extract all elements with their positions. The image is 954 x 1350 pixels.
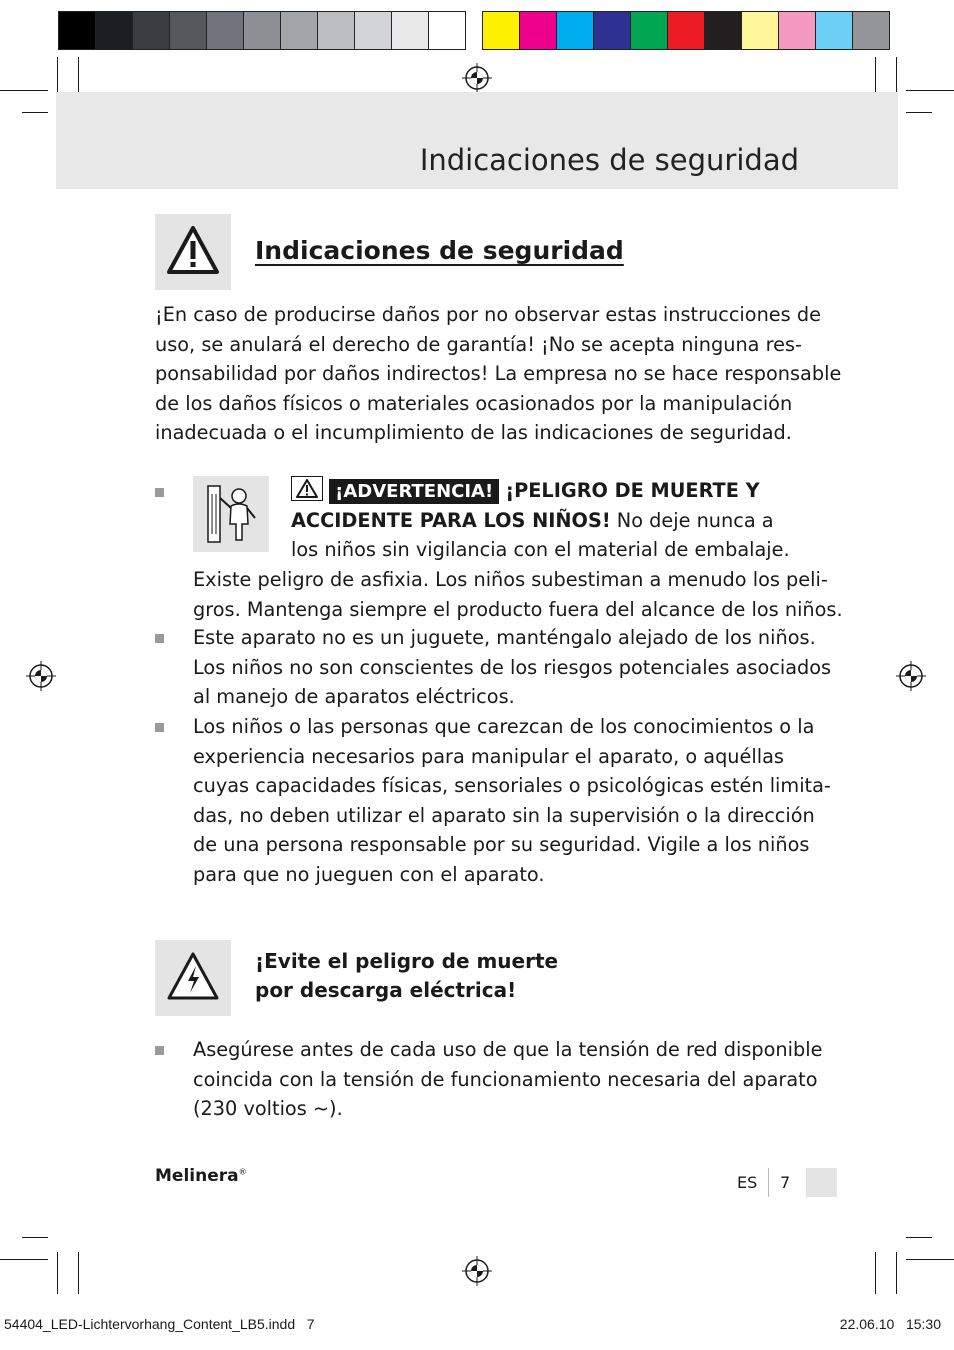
color-swatch xyxy=(318,12,355,49)
color-swatch xyxy=(705,12,742,49)
brand-name: Melinera xyxy=(155,1166,239,1186)
process-color-bar xyxy=(482,11,890,50)
intro-line: ¡En caso de producirse daños por no observar estas instrucciones de xyxy=(155,303,821,326)
color-swatch xyxy=(133,12,170,49)
electric-title-line: por descarga eléctrica! xyxy=(255,978,517,1002)
page-header-title: Indicaciones de seguridad xyxy=(419,143,799,177)
bullet1-line2 xyxy=(291,506,790,536)
registration-mark-icon xyxy=(26,661,56,691)
crop-mark xyxy=(906,90,954,91)
crop-mark xyxy=(906,1237,932,1238)
color-swatch xyxy=(742,12,779,49)
bullet3-text xyxy=(193,712,831,889)
color-swatch xyxy=(281,12,318,49)
crop-mark xyxy=(57,1252,58,1294)
crop-mark xyxy=(78,1252,79,1294)
bullet1-line2-tail: No deje nunca a xyxy=(616,508,774,532)
bullet1-line5: gros. Mantenga siempre el producto fuera del alcance de los niños. xyxy=(193,597,843,621)
page-tab xyxy=(806,1168,837,1197)
intro-paragraph xyxy=(155,300,841,448)
color-swatch xyxy=(853,12,889,49)
brand-logo xyxy=(155,1166,247,1186)
bullet-marker xyxy=(155,488,164,497)
small-warning-box xyxy=(291,476,323,501)
color-swatch xyxy=(668,12,705,49)
registration-mark-icon xyxy=(462,1256,492,1286)
bullet-marker xyxy=(155,1046,164,1055)
intro-line: de los daños físicos o materiales ocasionados por la manipulación xyxy=(155,391,793,415)
page-number: 7 xyxy=(780,1173,791,1192)
color-swatch xyxy=(392,12,429,49)
electric-title-line: ¡Evite el peligro de muerte xyxy=(255,949,559,973)
bullet1-line1 xyxy=(291,476,790,506)
color-swatch xyxy=(170,12,207,49)
footer-date: 22.06.10 15:30 xyxy=(839,1316,941,1332)
bullet3-line: experiencia necesarios para manipular el aparato, o aquéllas xyxy=(193,744,784,768)
color-swatch xyxy=(96,12,133,49)
color-swatch xyxy=(520,12,557,49)
electric-section-title xyxy=(255,947,558,1005)
color-swatch xyxy=(59,12,96,49)
bullet1-heading-b: ACCIDENTE PARA LOS NIÑOS! xyxy=(291,508,611,532)
color-swatch xyxy=(355,12,392,49)
bullet2-text xyxy=(193,623,831,712)
page-divider xyxy=(768,1168,769,1197)
warning-triangle-icon xyxy=(155,214,231,290)
page-language: ES xyxy=(737,1173,758,1192)
warning-icon-box xyxy=(155,214,231,290)
bullet3-line: Los niños o las personas que carezcan de los conocimientos o la xyxy=(193,715,815,738)
bullet1-heading-a: ¡PELIGRO DE MUERTE Y xyxy=(505,479,760,502)
registration-mark-icon xyxy=(896,661,926,691)
crop-mark xyxy=(906,112,932,113)
crop-mark xyxy=(875,1252,876,1294)
bullet2-line: Este aparato no es un juguete, manténgalo alejado de los niños. xyxy=(193,626,816,649)
color-swatch xyxy=(816,12,853,49)
electric-hazard-icon xyxy=(155,940,231,1016)
bullet-marker xyxy=(155,634,164,643)
section-title: Indicaciones de seguridad xyxy=(255,236,624,265)
bullet3-line: das, no deben utilizar el aparato sin la supervisión o la dirección xyxy=(193,803,815,827)
color-swatch xyxy=(779,12,816,49)
footer-filename: 54404_LED-Lichtervorhang_Content_LB5.indd 7 xyxy=(4,1316,315,1332)
intro-line: inadecuada o el incumplimiento de las indicaciones de seguridad. xyxy=(155,421,792,444)
child-with-packaging-icon xyxy=(193,476,269,552)
registration-mark-icon xyxy=(462,63,492,93)
bullet1-line3: los niños sin vigilancia con el material de embalaje. xyxy=(291,538,790,561)
bullet1-head xyxy=(291,476,790,565)
crop-mark xyxy=(906,1259,954,1260)
intro-line: ponsabilidad por daños indirectos! La empresa no se hace responsable xyxy=(155,362,842,385)
electric-icon-box xyxy=(155,940,231,1016)
bullet1-line4: Existe peligro de asfixia. Los niños subestiman a menudo los peli- xyxy=(193,568,828,591)
warning-badge: ¡ADVERTENCIA! xyxy=(329,479,499,504)
crop-mark xyxy=(0,90,48,91)
bullet1-body xyxy=(193,565,843,624)
crop-mark xyxy=(896,1252,897,1294)
bullet3-line: cuyas capacidades físicas, sensoriales o psicológicas estén limita- xyxy=(193,774,831,797)
color-swatch xyxy=(207,12,244,49)
intro-line: uso, se anulará el derecho de garantía! ¡No se acepta ninguna res- xyxy=(155,332,802,356)
color-swatch xyxy=(244,12,281,49)
bullet2-line: al manejo de aparatos eléctricos. xyxy=(193,685,515,708)
bullet4-text xyxy=(193,1035,822,1124)
bullet3-line: para que no jueguen con el aparato. xyxy=(193,862,545,886)
bullet3-line: de una persona responsable por su seguridad. Vigile a los niños xyxy=(193,833,810,856)
warning-triangle-icon xyxy=(292,477,322,500)
crop-mark xyxy=(22,1237,48,1238)
brand-registered-mark: ® xyxy=(238,1167,247,1177)
bullet-marker xyxy=(155,723,164,732)
color-swatch xyxy=(483,12,520,49)
grayscale-color-bar xyxy=(58,11,466,50)
crop-mark xyxy=(0,1259,48,1260)
color-swatch xyxy=(429,12,465,49)
bullet2-line: Los niños no son conscientes de los riesgos potenciales asociados xyxy=(193,655,832,679)
crop-mark xyxy=(22,112,48,113)
bullet4-line: Asegúrese antes de cada uso de que la tensión de red disponible xyxy=(193,1038,823,1061)
child-hazard-icon-box xyxy=(193,476,269,552)
color-swatch xyxy=(594,12,631,49)
color-swatch xyxy=(631,12,668,49)
bullet4-line: (230 voltios ~). xyxy=(193,1097,343,1120)
bullet4-line: coincida con la tensión de funcionamiento necesaria del aparato xyxy=(193,1067,818,1091)
color-swatch xyxy=(557,12,594,49)
